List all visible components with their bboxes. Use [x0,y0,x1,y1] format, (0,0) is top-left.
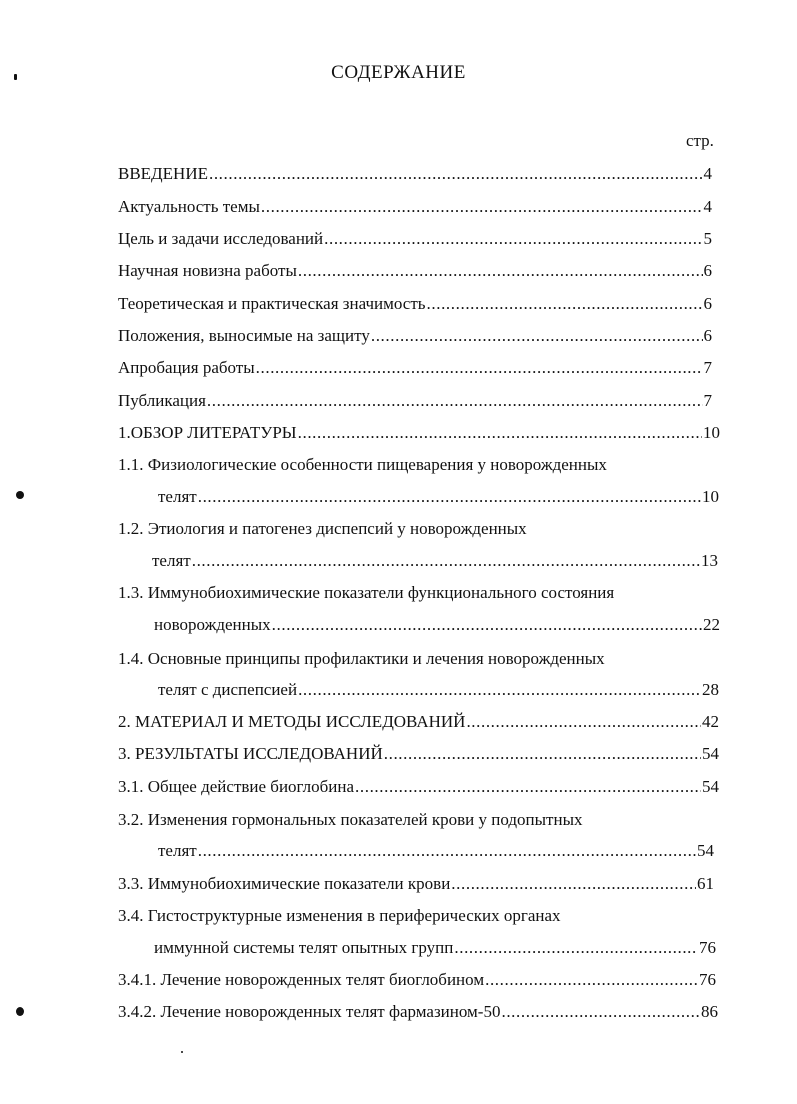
toc-entry-page: 54 [702,777,719,796]
leader-dots [427,293,703,315]
toc-entry [118,293,712,315]
toc-entry-page: 42 [702,712,719,731]
toc-entry [118,422,720,444]
leader-dots [198,840,696,862]
toc-entry [158,486,719,508]
toc-entry-title: Публикация [118,391,206,410]
toc-entry-page: 6 [703,261,712,280]
toc-entry [158,840,714,862]
toc-entry-page: 61 [697,874,714,893]
toc-entry-page: 86 [701,1002,718,1021]
toc-entry [152,550,718,572]
toc-entry [118,228,712,250]
toc-entry [118,969,716,991]
toc-entry-title: 3. РЕЗУЛЬТАТЫ ИССЛЕДОВАНИЙ [118,744,383,763]
toc-entry-title: 3.3. Иммунобиохимические показатели крови [118,874,451,893]
toc-entry-page: 76 [699,970,716,989]
toc-entry-title: Апробация работы [118,358,255,377]
toc-entry-title: Актуальность темы [118,197,260,216]
toc-entry-title: 3.4.2. Лечение новорожденных телят фармазином-50 [118,1002,501,1021]
toc-entry-title: Положения, выносимые на защиту [118,326,370,345]
toc-entry [154,614,720,636]
leader-dots [451,873,696,895]
toc-entry-title: иммунной системы телят опытных групп [154,938,454,957]
toc-entry-page: 54 [702,744,719,763]
toc-entry [118,357,712,379]
leader-dots [485,969,698,991]
toc-entry-title: 3.2. Изменения гормональных показателей крови у подопытных [118,810,583,829]
binder-hole-mark [16,1007,24,1016]
page-column-label: стр. [686,131,714,150]
toc-entry-title: 1.4. Основные принципы профилактики и лечения новорожденных [118,649,605,668]
toc-entry-title: новорожденных [154,615,271,634]
leader-dots [298,679,701,701]
toc-entry-page: 6 [703,326,712,345]
toc-entry-title: телят [158,487,197,506]
leader-dots [466,711,701,733]
toc-entry-title: 1.3. Иммунобиохимические показатели функционального состояния [118,583,615,602]
toc-entry-title: Цель и задачи исследований [118,229,324,248]
toc-entry-title: 3.1. Общее действие биоглобина [118,777,355,796]
toc-entry [154,937,716,959]
leader-dots [501,1001,700,1023]
toc-entry-page: 5 [703,229,712,248]
toc-entry [118,873,714,895]
leader-dots [207,390,703,412]
leader-dots [371,325,703,347]
leader-dots [261,196,703,218]
toc-entry-page: 76 [699,938,716,957]
toc-entry [118,196,712,218]
toc-entry [118,325,712,347]
toc-entry [118,390,712,412]
toc-entry [118,163,712,185]
toc-entry-title: телят с диспепсией [158,680,298,699]
toc-entry-page: 10 [702,487,719,506]
toc-entry [118,711,719,733]
toc-entry-page: 13 [701,551,718,570]
toc-entry-page: 22 [703,615,720,634]
toc-entry [118,1001,718,1023]
toc-entry-title: 3.4.1. Лечение новорожденных телят биоглобином [118,970,485,989]
leader-dots [256,357,703,379]
toc-entry-title: 1.ОБЗОР ЛИТЕРАТУРЫ [118,423,297,442]
toc-entry-page: 54 [697,841,714,860]
toc-entry [118,743,719,765]
toc-entry-title: 1.2. Этиология и патогенез диспепсий у новорожденных [118,519,527,538]
leader-dots [298,260,703,282]
scan-speck [181,1051,183,1053]
toc-entry-title: 1.1. Физиологические особенности пищеварения у новорожденных [118,455,607,474]
toc-entry [118,260,712,282]
toc-entry-page: 4 [703,164,712,183]
toc-entry-page: 6 [703,294,712,313]
toc-entry-page: 7 [703,358,712,377]
leader-dots [454,937,698,959]
leader-dots [355,776,701,798]
leader-dots [272,614,702,636]
toc-entry-title: 2. МАТЕРИАЛ И МЕТОДЫ ИССЛЕДОВАНИЙ [118,712,466,731]
leader-dots [324,228,702,250]
toc-entry-page: 4 [703,197,712,216]
binder-hole-mark [16,491,24,499]
toc-entry [118,776,719,798]
toc-entry [158,679,719,701]
leader-dots [209,163,703,185]
page-title: СОДЕРЖАНИЕ [331,62,466,83]
toc-entry-page: 10 [703,423,720,442]
leader-dots [192,550,700,572]
leader-dots [198,486,701,508]
leader-dots [298,422,702,444]
leader-dots [384,743,701,765]
scan-speck [14,74,17,80]
toc-entry-page: 7 [703,391,712,410]
toc-entry-title: Научная новизна работы [118,261,297,280]
toc-entry-page: 28 [702,680,719,699]
toc-entry-title: 3.4. Гистоструктурные изменения в периферических органах [118,906,561,925]
toc-entry-title: Теоретическая и практическая значимость [118,294,426,313]
toc-entry-title: ВВЕДЕНИЕ [118,164,208,183]
toc-entry-title: телят [152,551,191,570]
toc-entry-title: телят [158,841,197,860]
